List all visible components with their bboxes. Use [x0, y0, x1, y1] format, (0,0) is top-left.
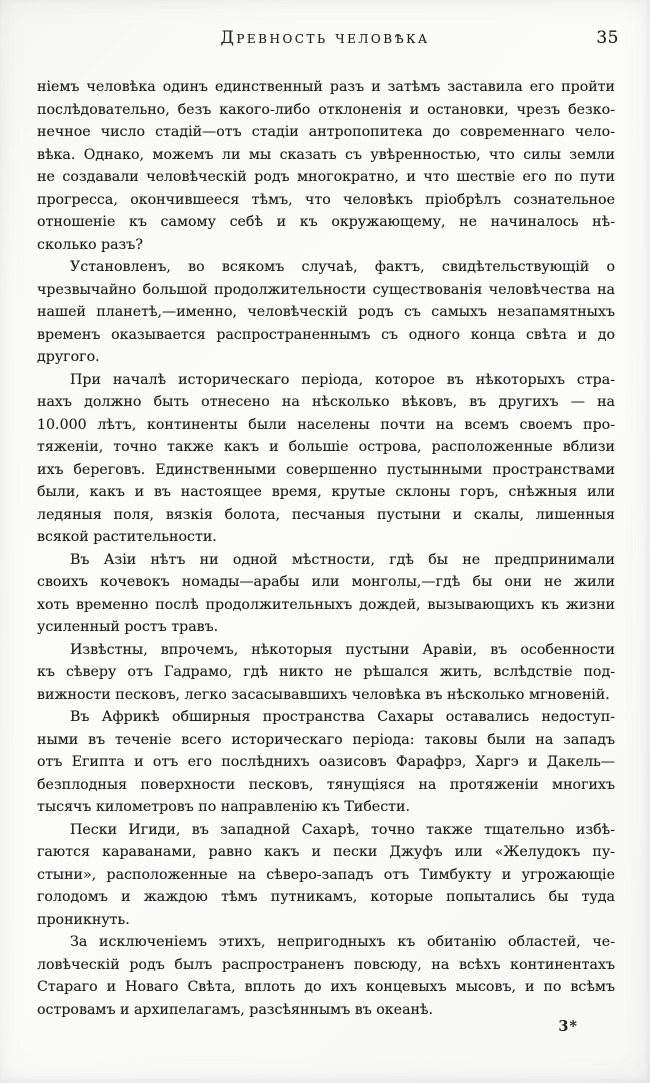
- text-line: проникнуть.: [37, 911, 130, 928]
- running-head: [0, 28, 650, 52]
- text-line: усиленный ростъ травъ.: [37, 619, 219, 635]
- text-line: Въ Африкѣ обширныя пространства Сахары оставались недоступ-: [70, 709, 615, 725]
- text-line: нахъ должно быть отнесено на нѣсколько вѣковъ, въ другихъ — на: [37, 394, 615, 410]
- paragraph: [37, 819, 615, 932]
- text-line: послѣдовательно, безъ какого-либо отклоненія и остановки, чрезъ безко-: [37, 101, 615, 118]
- text-line: вѣка. Однако, можемъ ли мы сказать съ увѣренностью, что силы земли: [37, 146, 615, 163]
- paragraph: [37, 706, 615, 819]
- text-line: чрезвычайно большой продолжительности существованія человѣчества на: [37, 281, 615, 298]
- text-line: тяженіи, точно также какъ и большіе острова, расположенные вблизи: [37, 439, 615, 455]
- text-line: нашей планетѣ,—именно, человѣческій родъ съ самыхъ незапамятныхъ: [37, 304, 615, 320]
- text-line: островамъ и архипелагамъ, разсѣяннымъ въ океанѣ.: [37, 1001, 434, 1018]
- text-line: ледяныя поля, вязкія болота, песчаныя пустыни и скалы, лишенныя: [37, 506, 615, 523]
- text-line: 10.000 лѣтъ, континенты были населены почти на всемъ своемъ про-: [37, 416, 615, 433]
- text-line: ловѣческій родъ былъ распространенъ повсюду, на всѣхъ континентахъ: [37, 956, 615, 973]
- page-title: Древность человѣка: [220, 28, 430, 47]
- text-line: не создавали человѣческій родъ многократно, и что шествіе его по пути: [37, 169, 615, 185]
- paragraph: [37, 256, 615, 369]
- text-line: Установленъ, во всякомъ случаѣ, фактъ, свидѣтельствующій о: [70, 259, 615, 275]
- page-number: 35: [596, 28, 619, 48]
- text-line: Стараго и Новаго Свѣта, вплоть до ихъ концевыхъ мысовъ, и по всѣмъ: [37, 979, 615, 995]
- text-line: За исключеніемъ этихъ, непригодныхъ къ обитанію областей, че-: [70, 934, 615, 950]
- paragraph: [37, 369, 615, 549]
- text-line: голодомъ и жаждою тѣмъ путникамъ, которые попытались бы туда: [37, 889, 615, 905]
- text-line: Пески Игиди, въ западной Сахарѣ, точно также тщательно избѣ-: [70, 821, 615, 838]
- page-body: [37, 76, 615, 1021]
- text-line: гаются караванами, равно какъ и пески Джуфъ или «Желудокъ пу-: [37, 844, 615, 860]
- text-line: ніемъ человѣка одинъ единственный разъ и затѣмъ заставила его пройти: [37, 79, 615, 95]
- text-line: стыни», расположенные на сѣверо-западъ отъ Тимбукту и угрожающіе: [37, 866, 615, 883]
- text-line: безплодныя поверхности песковъ, тянущіяся на протяженіи многихъ: [37, 776, 615, 793]
- text-line: Въ Азіи нѣтъ ни одной мѣстности, гдѣ бы не предпринимали: [70, 551, 615, 568]
- text-line: своихъ кочевокъ номады—арабы или монголы,—гдѣ бы они не жили: [37, 574, 615, 590]
- text-line: хоть временно послѣ продолжительныхъ дождей, вызывающихъ къ жизни: [37, 596, 615, 613]
- paragraph: [37, 549, 615, 639]
- text-line: отношеніе къ самому себѣ и къ окружающему, не начиналось нѣ-: [37, 214, 615, 230]
- text-line: При началѣ историческаго періода, которое въ нѣкоторыхъ стра-: [70, 371, 615, 388]
- paragraph: [37, 76, 615, 256]
- text-line: къ сѣверу отъ Гадрамо, гдѣ никто не рѣшался жить, вслѣдствіе под-: [37, 664, 615, 680]
- text-line: сколько разъ?: [37, 236, 143, 253]
- text-line: были, какъ и въ настоящее время, крутые склоны горъ, снѣжныя или: [37, 484, 615, 500]
- text-line: Извѣстны, впрочемъ, нѣкоторыя пустыни Аравіи, въ особенности: [70, 641, 615, 658]
- text-line: прогресса, окончившееся тѣмъ, что человѣкъ пріобрѣлъ сознательное: [37, 191, 615, 208]
- text-line: тысячъ километровъ по направленію къ Тибести.: [37, 799, 410, 815]
- text-line: другого.: [37, 349, 100, 365]
- text-line: временъ оказывается распространеннымъ съ одного конца свѣта и до: [37, 326, 615, 343]
- paragraph: [37, 931, 615, 1021]
- text-line: ными въ теченіе всего историческаго періода: таковы были на западъ: [37, 731, 615, 748]
- text-line: всякой растительности.: [37, 529, 217, 545]
- text-line: отъ Египта и отъ его послѣднихъ оазисовъ Фарафрэ, Харгэ и Дакель—: [37, 754, 615, 770]
- text-line: нечное число стадій—отъ стадіи антропопитека до современнаго чело-: [37, 124, 615, 140]
- text-line: ихъ береговъ. Единственными совершенно пустынными пространствами: [37, 461, 615, 478]
- signature-mark: 3*: [558, 1018, 578, 1035]
- paragraph: [37, 639, 615, 707]
- text-line: вижности песковъ, легко засасывавшихъ человѣка въ нѣсколько мгновеній.: [37, 686, 610, 703]
